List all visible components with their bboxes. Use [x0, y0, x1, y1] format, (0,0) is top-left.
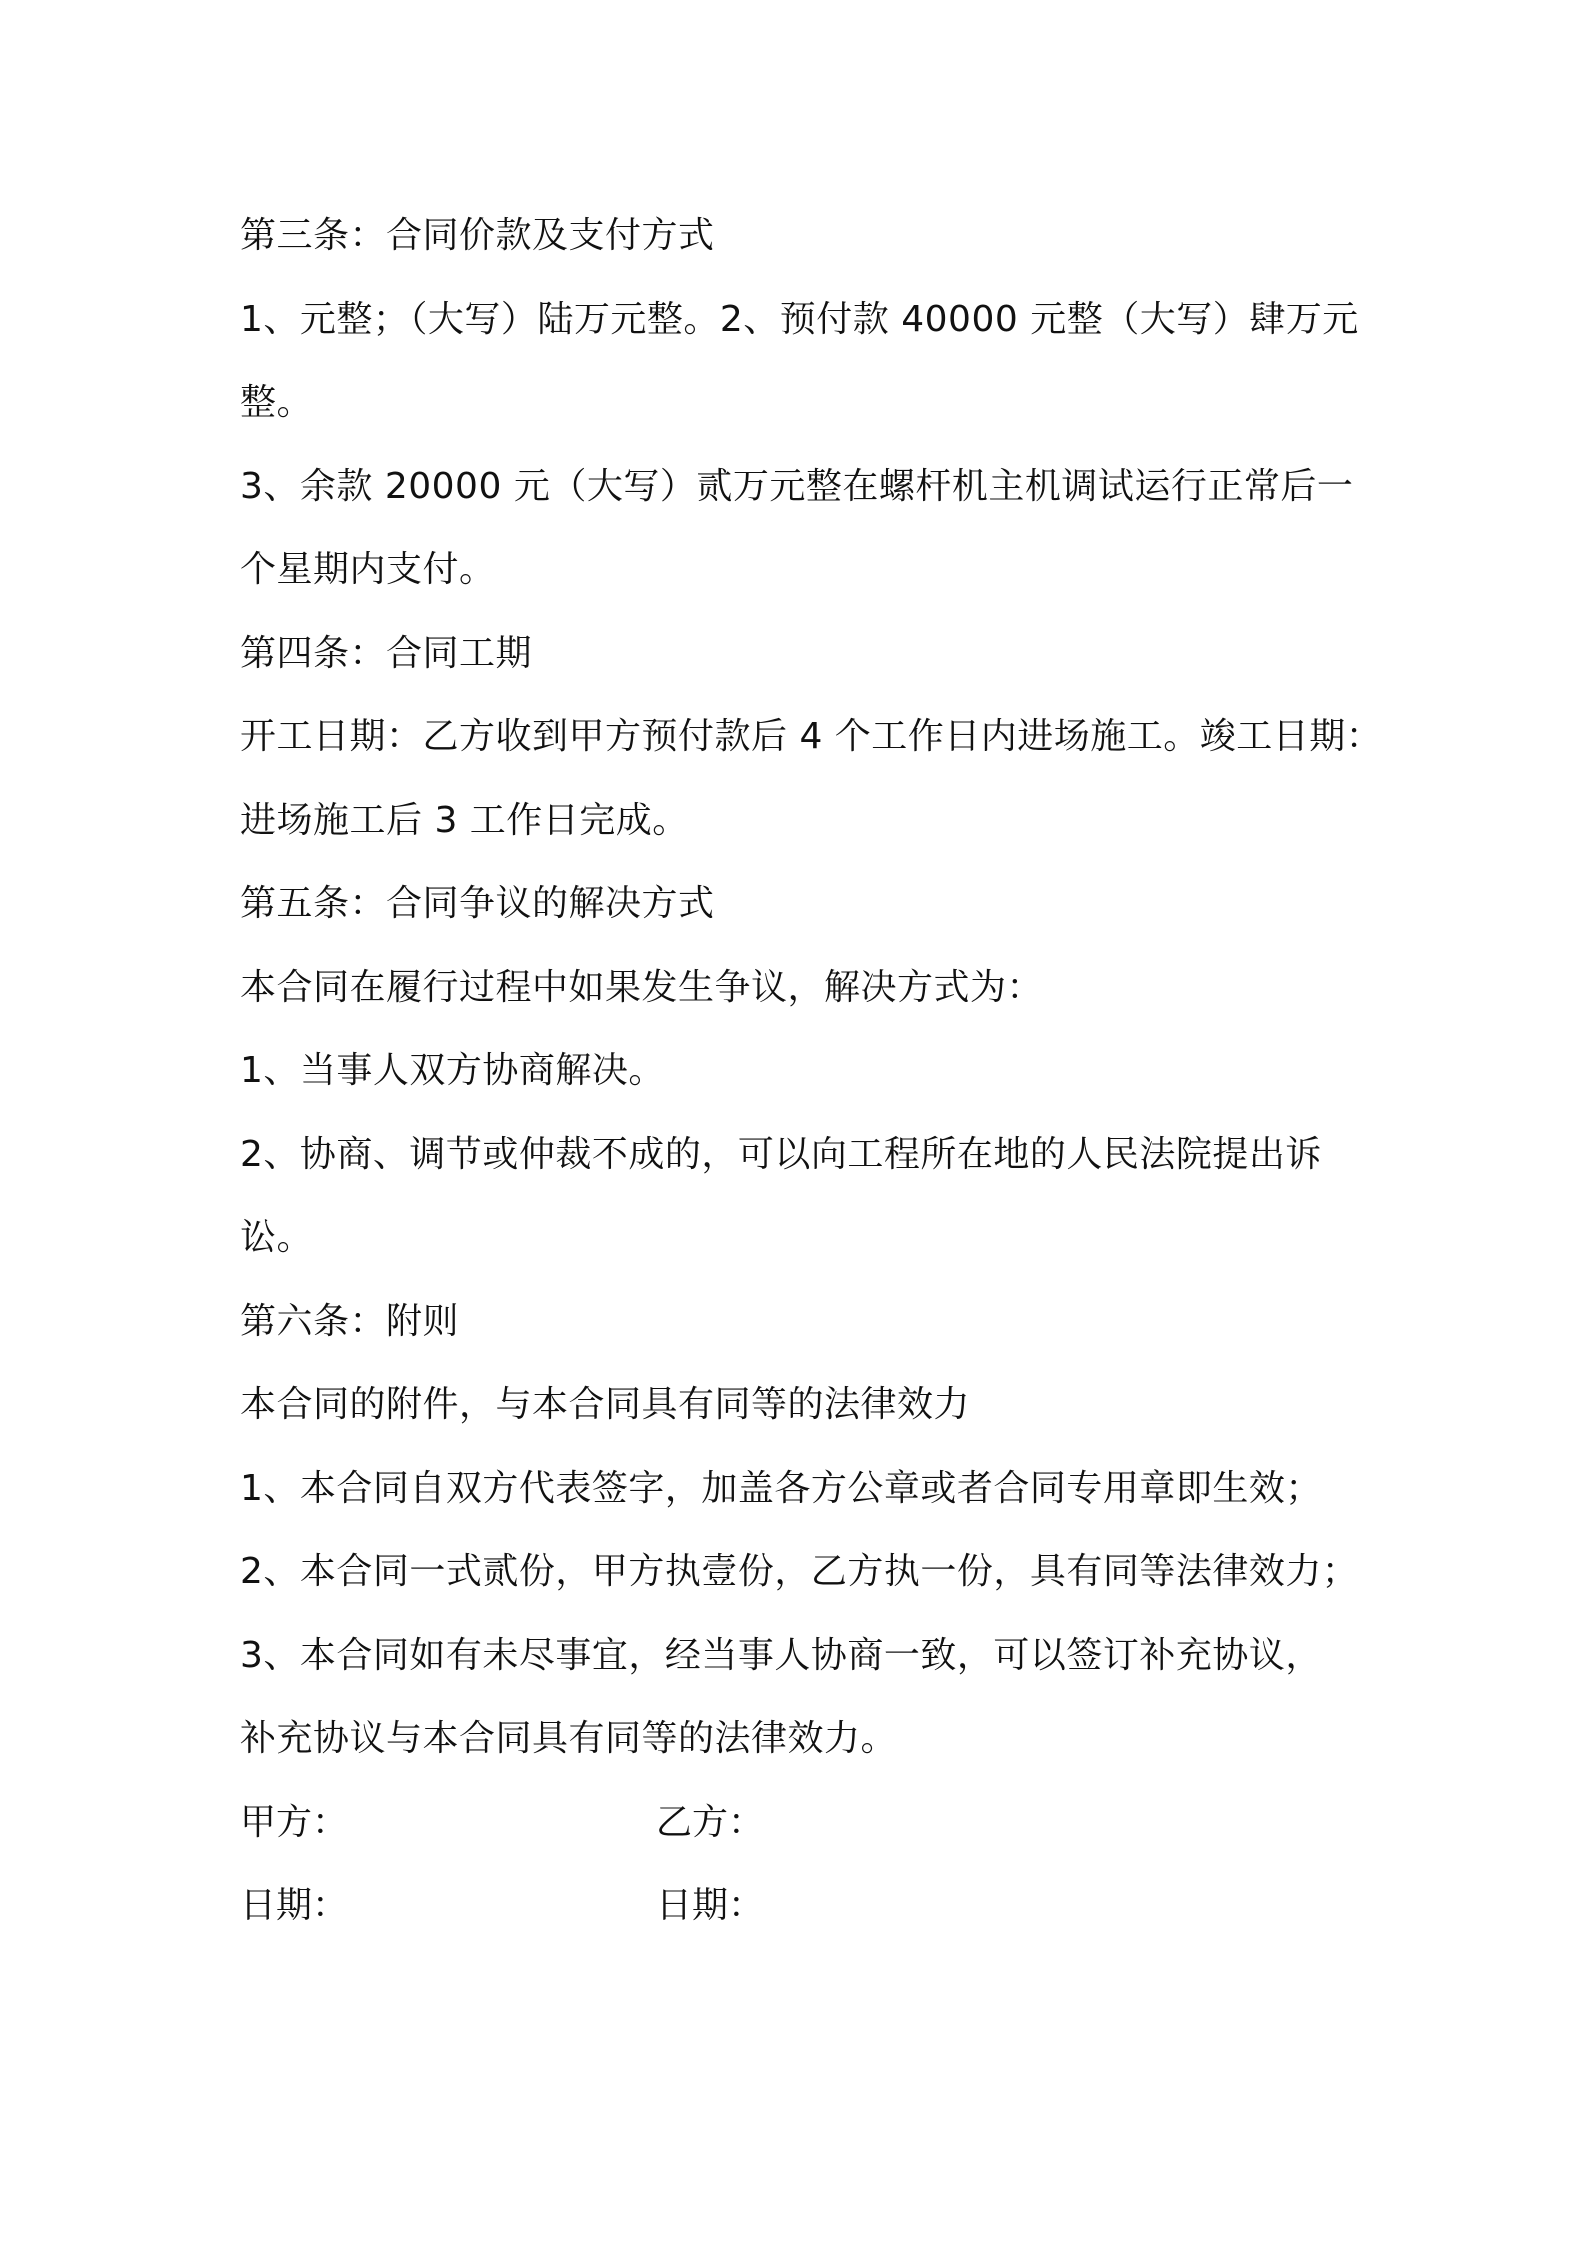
- party-a-label: 甲方：: [240, 1801, 349, 1843]
- paragraph-line: 整。: [240, 382, 314, 423]
- article-3-heading: 第三条：合同价款及支付方式: [240, 215, 715, 256]
- paragraph-line: 讼。: [240, 1217, 314, 1258]
- paragraph-line: 进场施工后 3 工作日完成。: [240, 799, 689, 841]
- paragraph-line: 补充协议与本合同具有同等的法律效力。: [240, 1718, 898, 1759]
- signature-party-row: [240, 1781, 1370, 1865]
- signature-date-row: [240, 1864, 1370, 1948]
- paragraph-line: 个星期内支付。: [240, 549, 496, 590]
- paragraph-line: 1、当事人双方协商解决。: [240, 1050, 665, 1091]
- paragraph-line: 3、本合同如有未尽事宜，经当事人协商一致，可以签订补充协议，: [240, 1634, 1322, 1676]
- party-b-label: 乙方：: [656, 1801, 765, 1843]
- paragraph-line: 1、元整；（大写）陆万元整。2、预付款 40000 元整（大写）肆万元: [240, 298, 1359, 340]
- paragraph-line: 3、余款 20000 元（大写）贰万元整在螺杆机主机调试运行正常后一: [240, 465, 1354, 507]
- date-b-label: 日期：: [656, 1885, 765, 1926]
- paragraph-line: 1、本合同自双方代表签字，加盖各方公章或者合同专用章即生效；: [240, 1467, 1322, 1509]
- article-4-heading: 第四条：合同工期: [240, 632, 533, 674]
- paragraph-line: 2、协商、调节或仲裁不成的，可以向工程所在地的人民法院提出诉: [240, 1133, 1322, 1175]
- article-5-heading: 第五条：合同争议的解决方式: [240, 883, 715, 924]
- paragraph-line: 2、本合同一式贰份，甲方执壹份，乙方执一份，具有同等法律效力；: [240, 1551, 1359, 1592]
- paragraph-line: 开工日期：乙方收到甲方预付款后 4 个工作日内进场施工。竣工日期：: [240, 716, 1383, 757]
- paragraph-line: 本合同在履行过程中如果发生争议，解决方式为：: [240, 966, 1044, 1008]
- date-a-label: 日期：: [240, 1885, 349, 1926]
- paragraph-line: 本合同的附件，与本合同具有同等的法律效力: [240, 1384, 971, 1425]
- article-6-heading: 第六条：附则: [240, 1300, 460, 1342]
- contract-body: [240, 194, 1383, 1948]
